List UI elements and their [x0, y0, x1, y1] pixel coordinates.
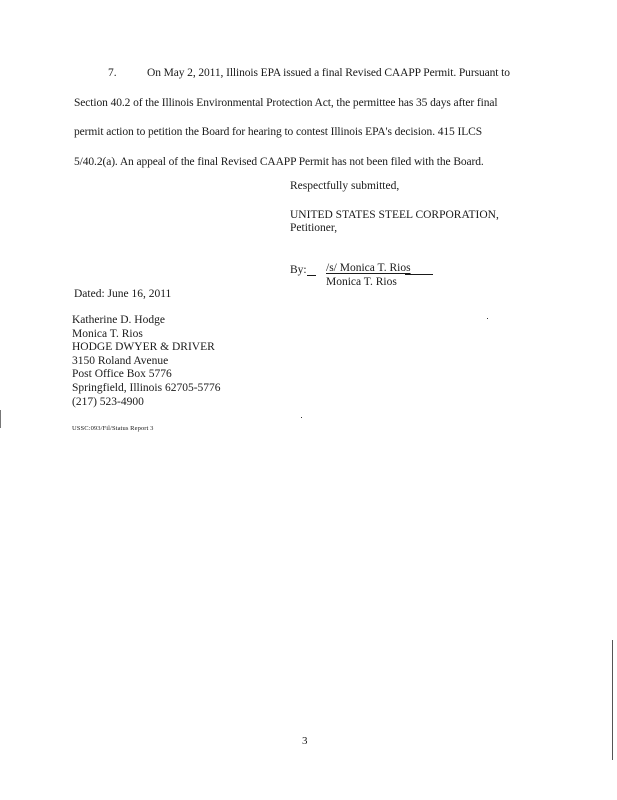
counsel-line: Monica T. Rios	[72, 327, 143, 340]
paragraph-line-4: 5/40.2(a). An appeal of the final Revised CAAPP Permit has not been filed with the Board.	[74, 156, 484, 168]
page-number: 3	[302, 735, 308, 747]
paragraph-number: 7.	[108, 67, 117, 79]
counsel-line: Post Office Box 5776	[72, 368, 172, 381]
counsel-line: 3150 Roland Avenue	[72, 354, 169, 367]
signature-signed-name: /s/ Monica T. Rios	[326, 262, 411, 274]
party-role: Petitioner,	[290, 222, 338, 234]
paragraph-line-1: On May 2, 2011, Illinois EPA issued a final Revised CAAPP Permit. Pursuant to	[147, 67, 510, 79]
paragraph-line-3: permit action to petition the Board for hearing to contest Illinois EPA's decision. 415 ILCS	[74, 126, 482, 138]
footer-file-code: USSC:093/Fil/Status Report 3	[72, 425, 154, 432]
counsel-line: Katherine D. Hodge	[72, 314, 165, 326]
scan-speck	[0, 410, 1, 428]
counsel-line: Springfield, Illinois 62705-5776	[72, 381, 221, 394]
signature-printed-name: Monica T. Rios	[326, 276, 397, 288]
closing-salutation: Respectfully submitted,	[290, 180, 400, 192]
signature-by-label: By:	[290, 264, 307, 276]
counsel-line: HODGE DWYER & DRIVER	[72, 341, 215, 354]
signature-underline-tail	[405, 262, 433, 275]
signature-by-blank	[307, 264, 316, 276]
paragraph-line-2: Section 40.2 of the Illinois Environmental Protection Act, the permittee has 35 days after final	[74, 97, 498, 109]
scan-speck	[612, 640, 613, 760]
counsel-line: (217) 523-4900	[72, 395, 144, 408]
dated-line: Dated: June 16, 2011	[74, 288, 172, 300]
scan-speck	[487, 318, 488, 319]
scan-speck	[301, 417, 302, 418]
counsel-block	[72, 314, 221, 409]
party-name: UNITED STATES STEEL CORPORATION,	[290, 209, 499, 221]
